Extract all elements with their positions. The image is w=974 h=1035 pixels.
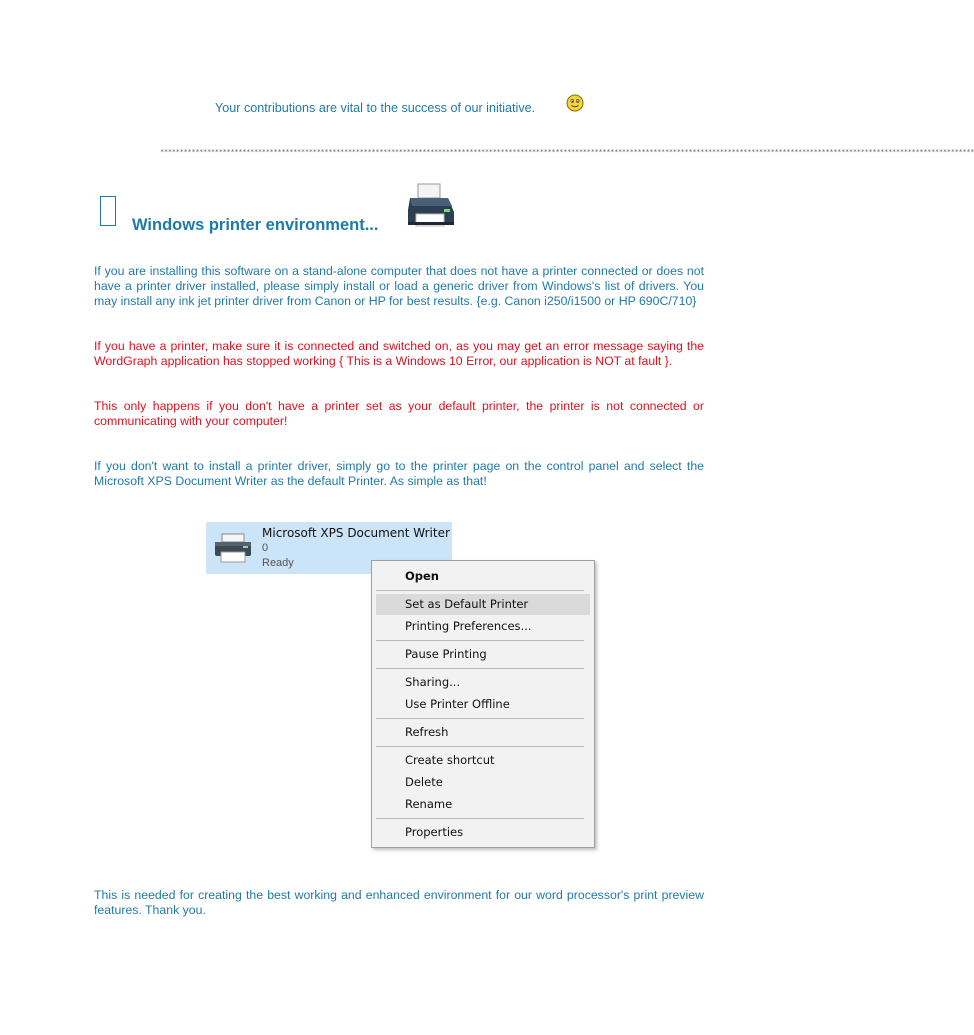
menu-item-printing-preferences[interactable]: Printing Preferences... (405, 619, 532, 633)
printer-name: Microsoft XPS Document Writer (262, 526, 450, 540)
paragraph-standalone-install: If you are installing this software on a stand-alone computer that does not have a printer connected or does not have a printer driver installed, please simply install or load a generic driver from Windows's list of drivers. You may install any ink jet printer driver from Canon or HP for best results. {e.g. Canon i250/i1500 or HP 690C/710} (94, 264, 704, 308)
printer-tile-icon (212, 532, 254, 566)
menu-item-sharing[interactable]: Sharing... (405, 675, 461, 689)
section-heading: Windows printer environment... (132, 216, 379, 234)
placeholder-box-icon (100, 196, 116, 226)
printer-context-menu (371, 560, 595, 848)
menu-separator (376, 668, 584, 669)
star-separator: **************************************************************************************************************************************************************************************************************** (160, 148, 974, 156)
paragraph-printer-warning: If you have a printer, make sure it is connected and switched on, as you may get an error message saying the WordGraph application has stopped working { This is a Windows 10 Error, our application is NOT at fault }. (94, 339, 704, 368)
menu-item-open[interactable]: Open (405, 569, 439, 583)
paragraph-default-printer-warning: This only happens if you don't have a printer set as your default printer, the printer is not connected or communicating with your computer! (94, 399, 704, 428)
paragraph-closing-note: This is needed for creating the best working and enhanced environment for our word processor's print preview features. Thank you. (94, 888, 704, 917)
menu-item-delete[interactable]: Delete (405, 775, 443, 789)
menu-item-properties[interactable]: Properties (405, 825, 464, 839)
menu-item-use-printer-offline[interactable]: Use Printer Offline (405, 697, 510, 711)
contribution-text: Your contributions are vital to the success of our initiative. (215, 101, 536, 115)
menu-item-set-default-printer[interactable]: Set as Default Printer (376, 594, 590, 615)
menu-item-pause-printing[interactable]: Pause Printing (405, 647, 487, 661)
smiley-icon (566, 94, 584, 112)
menu-item-create-shortcut[interactable]: Create shortcut (405, 753, 495, 767)
menu-separator (376, 746, 584, 747)
menu-item-refresh[interactable]: Refresh (405, 725, 449, 739)
menu-separator (376, 818, 584, 819)
printer-icon (404, 182, 456, 230)
menu-separator (376, 718, 584, 719)
menu-separator (376, 590, 584, 591)
paragraph-xps-instructions: If you don't want to install a printer driver, simply go to the printer page on the control panel and select the Microsoft XPS Document Writer as the default Printer. As simple as that! (94, 459, 704, 488)
printer-status: Ready (262, 557, 294, 569)
printer-job-count: 0 (262, 542, 269, 554)
menu-item-rename[interactable]: Rename (405, 797, 453, 811)
menu-separator (376, 640, 584, 641)
